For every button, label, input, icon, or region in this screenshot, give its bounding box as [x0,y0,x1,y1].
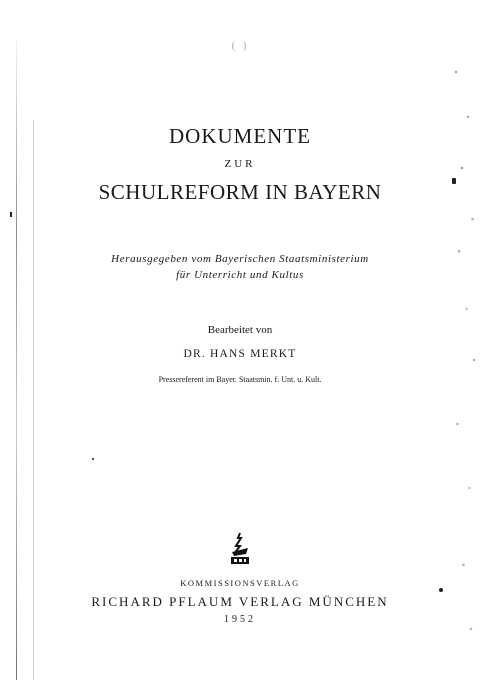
publisher-name: RICHARD PFLAUM VERLAG MÜNCHEN [91,594,389,609]
publication-year: 1952 [224,614,256,625]
edited-by-label: Bearbeitet von [207,324,273,336]
publisher-logo-icon [228,532,252,566]
page-number: ( ) [231,38,249,52]
title-line-1: DOKUMENTE [169,124,311,148]
scan-mark [92,458,94,460]
imprint-label: KOMMISSIONSVERLAG [180,578,300,588]
scan-mark [10,212,12,217]
author-name: DR. HANS MERKT [183,348,297,360]
title-line-2: ZUR [224,158,256,170]
scan-mark [439,588,443,592]
publisher-statement-line-1: Herausgegeben vom Bayerischen Staatsministerium [111,253,369,265]
author-position: Pressereferent im Bayer. Staatsmin. f. Unt. u. Kult. [158,375,322,384]
title-line-3: SCHULREFORM IN BAYERN [98,180,382,204]
publisher-statement-line-2: für Unterricht und Kultus [176,269,304,281]
